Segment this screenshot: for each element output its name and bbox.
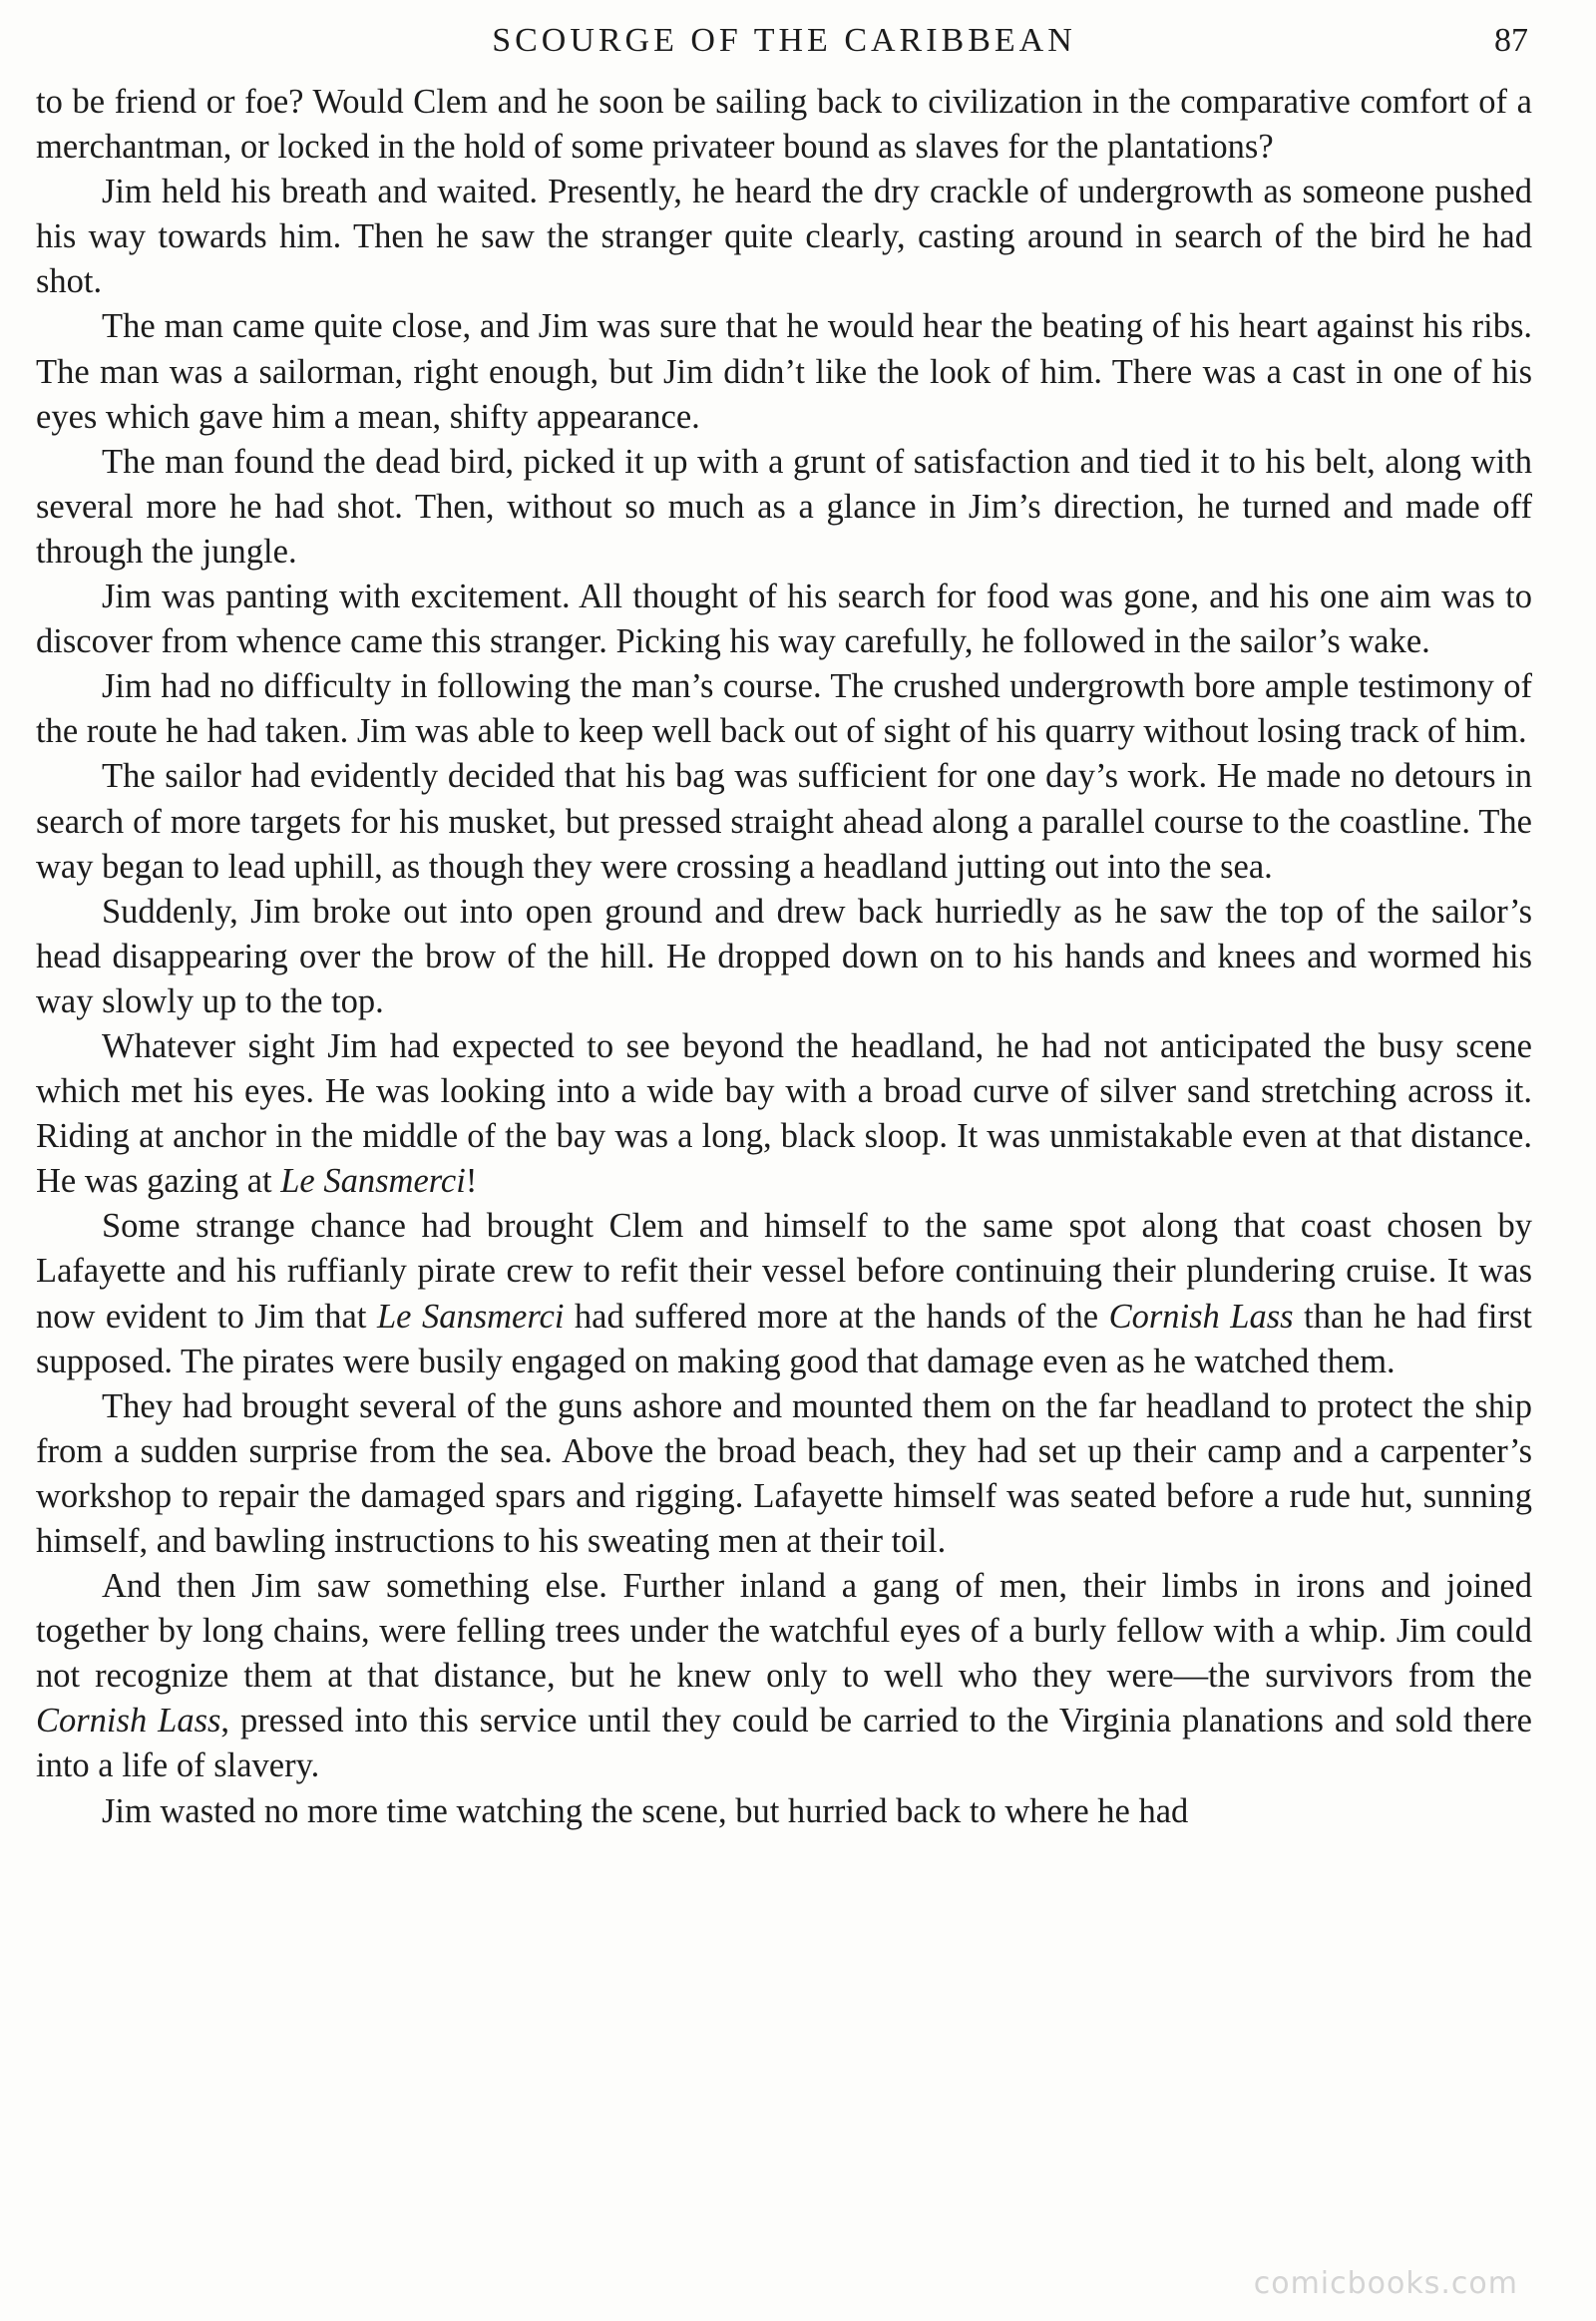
text-segment: The man came quite close, and Jim was sure that he would hear the beating of his heart against his ribs. The man was a sailorman, right enough, but Jim didn’t like the look of him. There was a cast in one of his eyes which gave him a mean, shifty appearance. [36,307,1532,436]
text-segment: They had brought several of the guns ashore and mounted them on the far headland to protect the ship from a sudden surprise from the sea. Above the broad beach, they had set up their camp and a carpenter’s workshop to repair the damaged spars and rigging. Lafayette himself was seated before a rude hut, sunning himself, and bawling instructions to his sweating men at their toil. [36,1386,1532,1560]
paragraph [36,575,1532,664]
text-segment: had suffered more at the hands of the [564,1297,1109,1336]
text-segment: to be friend or foe? Would Clem and he soon be sailing back to civilization in the comparative comfort of a merchantman, or locked in the hold of some privateer bound as slaves for the plantations? [36,83,1532,167]
text-segment: Jim wasted no more time watching the scene, but hurried back to where he had [102,1791,1189,1830]
text-segment: The sailor had evidently decided that his bag was sufficient for one day’s work. He made no detours in search of more targets for his musket, but pressed straight ahead along a parallel course to the coastline. The way began to lead uphill, as though they were crossing a headland jutting out into the sea. [36,757,1532,886]
paragraph [36,1789,1532,1834]
paragraph [36,664,1532,754]
paragraph [36,304,1532,439]
watermark: comicbooks.com [1253,2266,1518,2301]
italic-text: Le Sansmerci [280,1162,466,1201]
running-title: SCOURGE OF THE CARIBBEAN [492,22,1076,59]
paragraph [36,754,1532,889]
italic-text: Le Sansmerci [376,1297,565,1336]
italic-text: Cornish Lass [1108,1297,1294,1336]
text-segment: The man found the dead bird, picked it up with a grunt of satisfaction and tied it to his belt, along with several more he had shot. Then, without so much as a glance in Jim’s direction, he turned and made off through the jungle. [36,442,1532,571]
text-segment: Jim had no difficulty in following the man’s course. The crushed undergrowth bore ample testimony of the route he had taken. Jim was able to keep well back out of sight of his quarry without losing track of him. [36,667,1532,751]
text-segment: , pressed into this service until they could be carried to the Virginia planations and sold there into a life of slavery. [36,1702,1532,1785]
body-text [36,80,1532,1834]
italic-text: Cornish Lass [36,1702,221,1741]
text-segment: than he had first supposed. The pirates were busily engaged on making good that damage even as he watched them. [36,1297,1532,1380]
paragraph [36,890,1532,1024]
paragraph [36,1564,1532,1788]
page-number: 87 [1494,22,1528,59]
text-segment: Whatever sight Jim had expected to see beyond the headland, he had not anticipated the busy scene which met his eyes. He was looking into a wide bay with a broad curve of silver sand stretching across it. Riding at anchor in the middle of the bay was a long, black sloop. It was unmistakable even at that distance. He was gazing at [36,1026,1532,1201]
paragraph [36,170,1532,304]
text-segment: Some strange chance had brought Clem and himself to the same spot along that coast chosen by Lafayette and his ruffianly pirate crew to refit their vessel before continuing their plundering cruise. It was now evident to Jim that [36,1207,1532,1336]
paragraph [36,1384,1532,1564]
paragraph [36,1204,1532,1383]
paragraph [36,440,1532,575]
text-segment: ! [465,1162,478,1201]
text-segment: Jim held his breath and waited. Presently, he heard the dry crackle of undergrowth as someone pushed his way towards him. Then he saw the stranger quite clearly, casting around in search of the bird he had shot. [36,173,1532,301]
text-segment: Suddenly, Jim broke out into open ground and drew back hurriedly as he saw the top of the sailor’s head disappearing over the brow of the hill. He dropped down on to his hands and knees and wormed his way slowly up to the top. [36,892,1532,1020]
text-segment: And then Jim saw something else. Further inland a gang of men, their limbs in irons and joined together by long chains, were felling trees under the watchful eyes of a burly fellow with a whip. Jim could not recognize them at that distance, but he knew only to well who they were—the survivors from the [36,1567,1532,1696]
paragraph [36,80,1532,170]
text-segment: Jim was panting with excitement. All thought of his search for food was gone, and his one aim was to discover from whence came this stranger. Picking his way carefully, he followed in the sailor’s wake. [36,578,1532,661]
running-head [36,16,1532,66]
paragraph [36,1024,1532,1204]
